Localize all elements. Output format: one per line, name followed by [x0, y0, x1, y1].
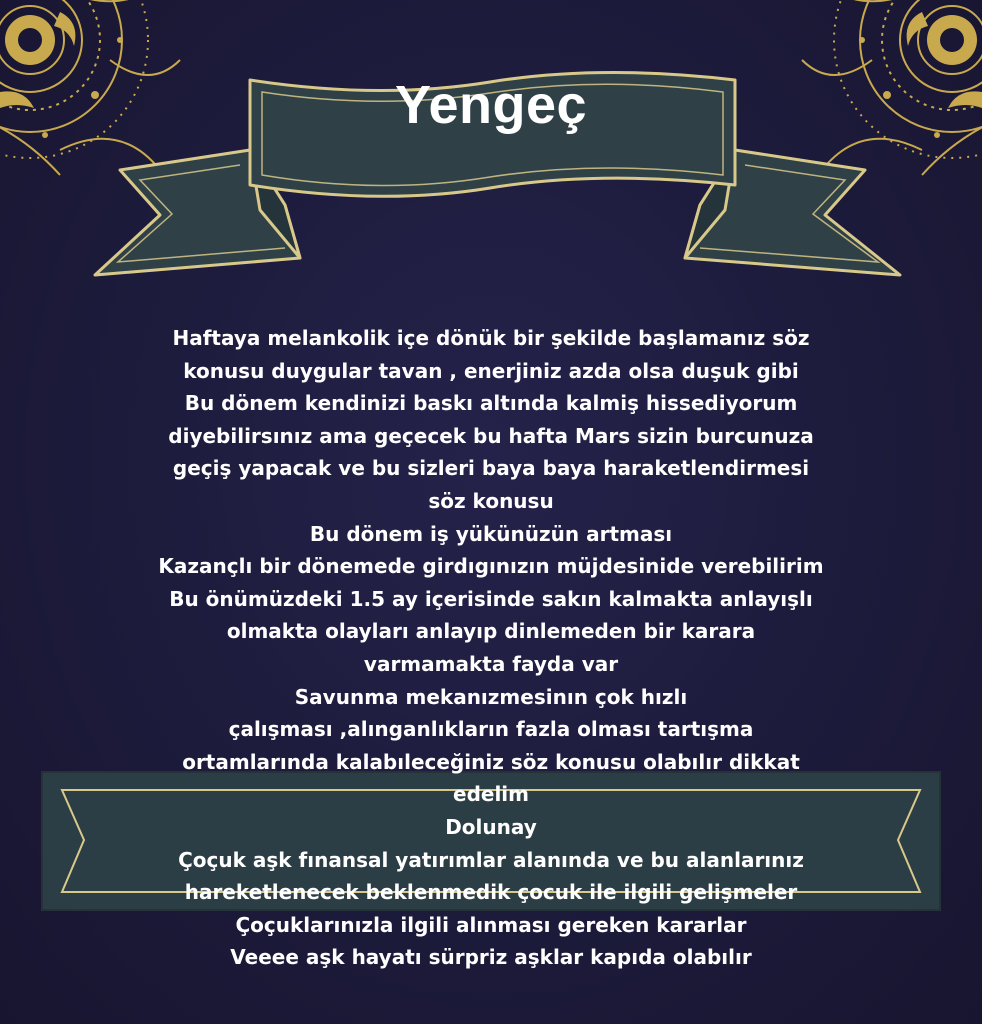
- text-line: hareketlenecek beklenmedik çocuk ile ilgili gelişmeler: [184, 880, 798, 905]
- text-line: olmakta olayları anlayıp dinlemeden bir karara: [226, 619, 756, 644]
- text-line: Bu dönem kendinizi baskı altında kalmiş hissediyorum: [184, 391, 798, 416]
- text-line: Haftaya melankolik içe dönük bir şekilde başlamanız söz: [172, 326, 810, 350]
- text-line: Savunma mekanızmesinın çok hızlı: [294, 684, 688, 709]
- text-line: Bu önümüzdeki 1.5 ay içerisinde sakın kalmakta anlayışlı: [169, 586, 813, 611]
- text-line: Çoçuk aşk fınansal yatırımlar alanında ve bu alanlarınız: [178, 847, 804, 872]
- text-line: çalışması ,alınganlıkların fazla olması tartışma: [228, 717, 754, 742]
- text-line: geçiş yapacak ve bu sizleri baya baya haraketlendirmesi: [172, 456, 810, 481]
- text-line: varmamakta fayda var: [363, 651, 619, 676]
- horoscope-text: [40, 322, 942, 974]
- text-line: Çoçuklarınızla ilgili alınması gereken kararlar: [235, 912, 747, 937]
- page-title: Yengeç: [394, 75, 588, 135]
- text-line: Veeee aşk hayatı sürpriz aşklar kapıda olabılır: [230, 945, 752, 970]
- text-line: söz konusu: [428, 488, 554, 513]
- text-line: Kazançlı bir dönemede girdıgınızın müjdesinide verebilirim: [158, 554, 824, 579]
- text-line: ortamlarında kalabıleceğiniz söz konusu olabılır dikkat: [182, 749, 800, 774]
- text-line: konusu duygular tavan , enerjiniz azda olsa duşuk gibi: [183, 358, 799, 383]
- text-line: Bu dönem iş yükünüzün artması: [309, 521, 673, 546]
- text-line: diyebilirsınız ama geçecek bu hafta Mars sizin burcunuza: [168, 423, 814, 448]
- text-line: edelim: [453, 782, 529, 807]
- section-heading-dolunay: Dolunay: [445, 814, 537, 839]
